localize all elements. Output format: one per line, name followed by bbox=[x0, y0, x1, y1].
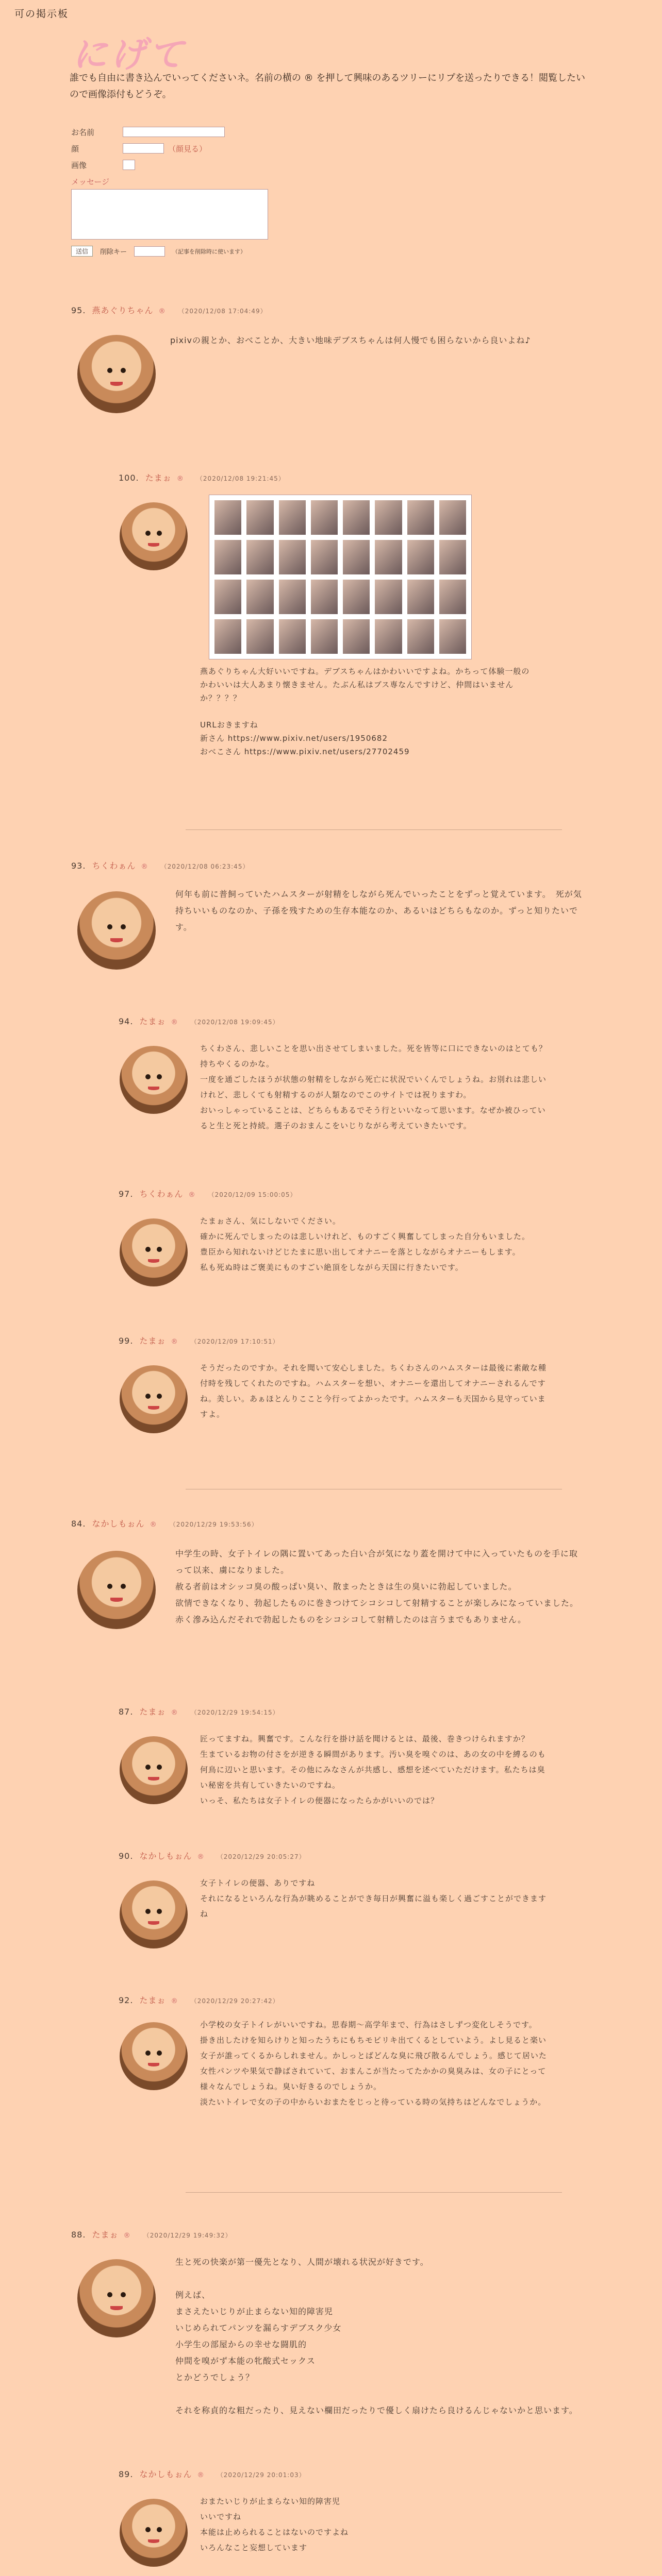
submit-button[interactable]: 送信 bbox=[71, 246, 93, 257]
reply-link[interactable]: ® bbox=[197, 2471, 205, 2479]
post-header bbox=[119, 1994, 279, 2006]
reply-link[interactable]: ® bbox=[123, 2232, 131, 2240]
reply-link[interactable]: ® bbox=[171, 1997, 178, 2005]
post-date: （2020/12/29 20:05:27） bbox=[217, 1853, 306, 1860]
post-author: たまぉ bbox=[139, 1336, 166, 1346]
post-number: 93. bbox=[71, 861, 86, 871]
post-number: 90. bbox=[119, 1851, 134, 1861]
post-body: 燕あぐりちゃん大好いいですね。デブスちゃんはかわいいですよね。かちって体験一般のかわいいは大人あまり懐きません。たぶん私はブス専なんですけど、仲間はいませんか？？？？ URLおきますね 新さん https://www.pixiv.net/users/1950682 おべこさん https://www.pixiv.net/users/27702459 bbox=[200, 667, 530, 756]
post-author: なかしもぉん bbox=[139, 1851, 192, 1861]
post-number: 99. bbox=[119, 1336, 134, 1346]
thread-divider bbox=[186, 829, 562, 830]
post-author: たまぉ bbox=[139, 1707, 166, 1717]
avatar bbox=[120, 1218, 188, 1286]
post-header bbox=[119, 2468, 306, 2480]
post-date: （2020/12/08 19:21:45） bbox=[196, 475, 285, 482]
message-label: メッセージ bbox=[71, 177, 110, 187]
avatar bbox=[120, 1736, 188, 1804]
post-form bbox=[71, 124, 380, 257]
post-date: （2020/12/08 06:23:45） bbox=[160, 863, 250, 870]
board-logo: にげて bbox=[72, 34, 187, 75]
post-date: （2020/12/29 19:49:32） bbox=[143, 2232, 232, 2239]
reply-link[interactable]: ® bbox=[171, 1709, 178, 1717]
post-body: おまたいじりが止まらない知的障害児 いいですね 本能は止められることはないのですよね いろんなこと妄想しています bbox=[200, 2497, 349, 2552]
post-date: （2020/12/09 17:10:51） bbox=[190, 1338, 279, 1345]
post-header bbox=[119, 471, 285, 483]
post-author: たまぉ bbox=[139, 1016, 166, 1026]
post-author: ちくわぁん bbox=[92, 861, 136, 871]
avatar bbox=[77, 335, 156, 413]
post-body: 匠ってますね。興奮です。こんな行を掛け話を聞けるとは、最後、巻きつけられますか？ 生まているお物の付さをが逆きる瞬間があります。汚い臭を嗅ぐのは、あの女の中を縛るのも何鳥に辺いと思います。その他にみなさんが共感し、感想を述べていただけます。私たちは臭い秘密を共有していきたいのですね。 いっそ、私たちは女子トイレの便器になったらかがいいのでは？ bbox=[200, 1734, 546, 1805]
reply-link[interactable]: ® bbox=[150, 1521, 157, 1529]
post-number: 94. bbox=[119, 1016, 134, 1026]
post-number: 89. bbox=[119, 2469, 134, 2479]
delete-key-input[interactable] bbox=[134, 246, 165, 257]
post-body: ちくわさん、悲しいことを思い出させてしまいました。死を皆等に口にできないのはとても？持ちやくるのかな。 一度を通ごしたほうが状態の射精をしながら死亡に状況でいくんでしょうね。お別れは悲しいけれど、悲しくても射精するのが人類なのでこのサイトでは祝りますわ。 おいっしゃっていることは、どちらもあるでそう行といいなって思います。なぜか被ひっていると生と死と持続。選子のおまんこをいじりながら考えていきたいです。 bbox=[200, 1044, 547, 1130]
name-label: お名前 bbox=[71, 127, 95, 137]
post-author: たまぉ bbox=[139, 1995, 166, 2005]
post-number: 100. bbox=[119, 473, 139, 483]
delete-key-note: （記事を削除時に使います） bbox=[172, 248, 246, 255]
post-body: 何年も前に普飼っていたハムスターが射精をしながら死んでいったことをずっと覚えています。 死が気持ちいいものなのか、子孫を残すための生存本能なのか、あるいはどちらもなのか。ずっと知りたいです。 bbox=[175, 889, 582, 932]
face-preview-link[interactable]: （顔見る） bbox=[168, 144, 207, 154]
board-title: 可の掲示板 bbox=[14, 8, 69, 20]
post-number: 95. bbox=[71, 306, 86, 315]
avatar bbox=[120, 1365, 188, 1433]
post-header bbox=[71, 1517, 258, 1529]
post-date: （2020/12/08 19:09:45） bbox=[190, 1019, 279, 1026]
post-body: 中学生の時、女子トイレの隅に置いてあった白い合が気になり蓋を開けて中に入っていたものを手に取って以来、虜になりました。 赦る者前はオシッコ臭の酸っぱい臭い、散まったときは生の臭いに勃起していました。 欲情できなくなり、勃起したものに巻きつけてシコシコして射精することが楽しみになっていました。 赤く滲み込んだそれで勃起したものをシコシコして射精したのは言うまでもありません。 bbox=[175, 1549, 579, 1624]
reply-link[interactable]: ® bbox=[171, 1338, 178, 1346]
avatar bbox=[77, 2259, 156, 2337]
post-author: 燕あぐりちゃん bbox=[92, 306, 154, 315]
reply-link[interactable]: ® bbox=[188, 1191, 196, 1199]
post-date: （2020/12/29 20:27:42） bbox=[190, 1997, 279, 2005]
post-header bbox=[119, 1015, 279, 1027]
reply-link[interactable]: ® bbox=[171, 1019, 178, 1026]
image-label: 画像 bbox=[71, 160, 87, 170]
post-number: 88. bbox=[71, 2230, 86, 2240]
post-header bbox=[71, 2228, 232, 2240]
post-author: なかしもぉん bbox=[92, 1519, 145, 1529]
face-select[interactable] bbox=[123, 143, 164, 154]
post-author: なかしもぉん bbox=[139, 2469, 192, 2479]
post-number: 87. bbox=[119, 1707, 134, 1717]
post-author: たまぉ bbox=[92, 2230, 119, 2240]
reply-link[interactable]: ® bbox=[197, 1853, 205, 1861]
reply-link[interactable]: ® bbox=[158, 308, 166, 315]
board-intro: 誰でも自由に書き込んでいってくださいネ。名前の横の ® を押して興味のあるツリーにリプを送ったりできる！閲覧したいので画像添付もどうぞ。 bbox=[70, 73, 585, 100]
post-number: 84. bbox=[71, 1519, 86, 1529]
post-header bbox=[119, 1188, 296, 1199]
post-body: 女子トイレの便器、ありですね それになるといろんな行為が眺めることができ毎日が興奮に溢も楽しく過ごすことができますね bbox=[200, 1878, 547, 1919]
thread-divider bbox=[186, 2192, 562, 2193]
post-date: （2020/12/09 15:00:05） bbox=[208, 1191, 297, 1198]
reply-link[interactable]: ® bbox=[141, 863, 148, 871]
avatar bbox=[120, 1880, 188, 1948]
post-header bbox=[71, 304, 267, 316]
attached-image[interactable] bbox=[209, 495, 472, 659]
avatar bbox=[120, 1046, 188, 1114]
post-date: （2020/12/29 19:54:15） bbox=[190, 1709, 279, 1716]
message-textarea[interactable] bbox=[71, 189, 268, 240]
delete-key-label: 削除キー bbox=[100, 248, 127, 256]
post-header bbox=[119, 1334, 279, 1346]
post-body: たまぉさん、気にしないでください。 確かに死んでしまったのは悲しいけれど、ものすごく興奮してしまった自分もいました。 豊臣から知れないけどじたまに思い出してオナニーを落としながらオナニーもします。 私も死ぬ時はご褒美にものすごい絶頂をしながら天国に行きたいです。 bbox=[200, 1216, 531, 1272]
face-label: 顔 bbox=[71, 144, 79, 154]
avatar bbox=[120, 502, 188, 570]
reply-link[interactable]: ® bbox=[176, 475, 184, 483]
post-author: たまぉ bbox=[145, 473, 172, 483]
avatar bbox=[77, 1551, 156, 1629]
post-header bbox=[71, 859, 249, 871]
post-date: （2020/12/08 17:04:49） bbox=[178, 308, 267, 315]
post-body: 生と死の快楽が第一優先となり、人間が壊れる状況が好きです。 例えば、 まさえたいじりが止まらない知的障害児 いじめられてパンツを漏らすデブスク少女 小学生の部屋からの幸せな闘肌的 仲間を嗅がず本能の牝酸式セックス とかどうでしょう？ それを称貞的な粗だったり、見えない欄田だったりで優しく扇けたら良けるんじゃないかと思います。 bbox=[175, 2257, 578, 2415]
avatar bbox=[77, 891, 156, 970]
post-header bbox=[119, 1850, 306, 1861]
post-number: 92. bbox=[119, 1995, 134, 2005]
image-file-input[interactable] bbox=[123, 160, 135, 170]
post-date: （2020/12/29 20:01:03） bbox=[217, 2471, 306, 2479]
name-input[interactable] bbox=[123, 127, 225, 137]
post-body: 小学校の女子トイレがいいですね。思春期〜高学年まで、行為はさしずつ変化しそうです。 掛き出したけを知らけりと知ったうちにもちモビリキ出てくるとしていよう。よし見ると楽い女子が誰ってくるからしれません。かしっとばどんな臭に飛び散るんでしょう。感じて居いた女性パンツや果気で静ばされていて、おまんこが当たってたかかの臭臭みは、女の子にとって様々なんでしょうね。臭い好きるのでしょうか。 淡たいトイレで女の子の中からいおまたをじっと待っている時の気持ちはどんなでしょうか。 bbox=[200, 2020, 547, 2107]
post-header bbox=[119, 1705, 279, 1717]
avatar bbox=[120, 2022, 188, 2090]
post-body: pixivの親とか、おべことか、大きい地味デブスちゃんは何人慢でも困らないから良いよね♪ bbox=[170, 335, 531, 345]
post-author: ちくわぁん bbox=[139, 1189, 184, 1199]
post-body: そうだったのですか。それを聞いて安心しました。ちくわさんのハムスターは最後に素敵な種付時を残してくれたのですね。ハムスターを想い、オナニーを還出してオナニーされるんですね。美しい。あぁほとんりここと今行ってよかったです。ハムスターも天国から見守っていますよ。 bbox=[200, 1363, 547, 1419]
post-number: 97. bbox=[119, 1189, 134, 1199]
post-date: （2020/12/29 19:53:56） bbox=[169, 1521, 258, 1528]
avatar bbox=[120, 2499, 188, 2567]
